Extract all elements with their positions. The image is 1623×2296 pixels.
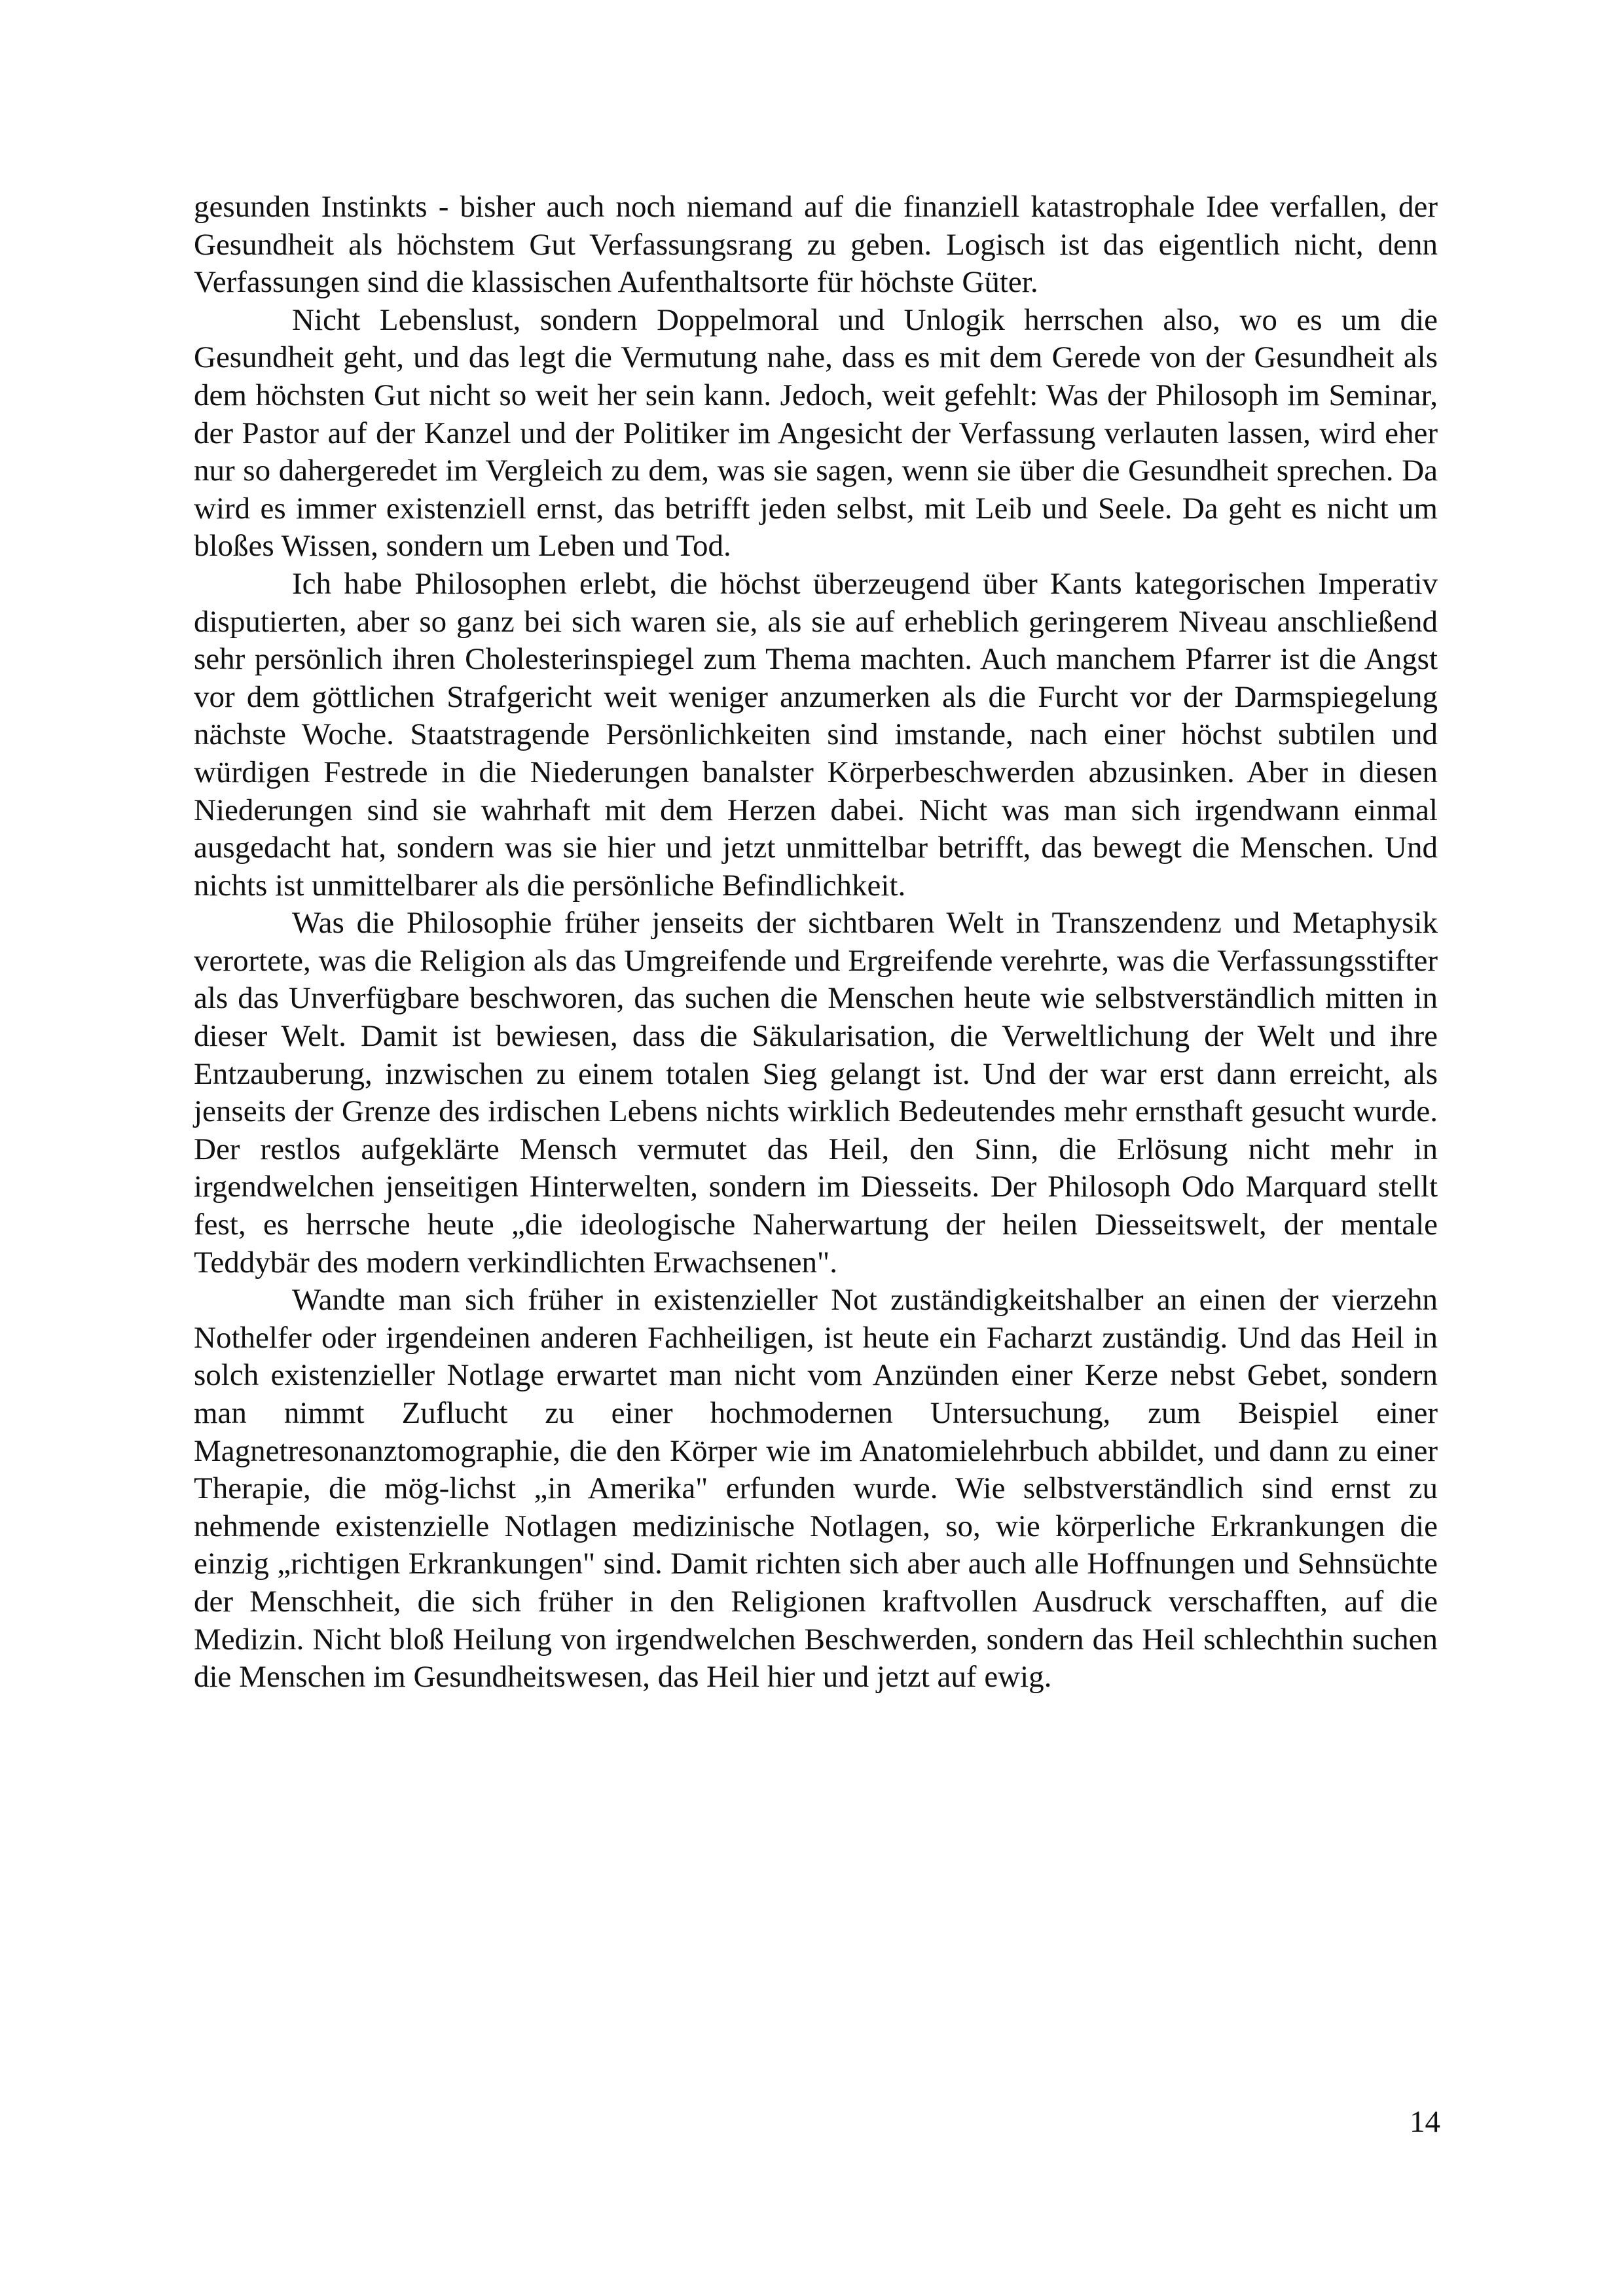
paragraph-2: Nicht Lebenslust, sondern Doppelmoral und Unlogik herrschen also, wo es um die Gesundheit geht, und das legt die Vermutung nahe, dass es mit dem Gerede von der Gesundheit als dem höchsten Gut nicht so weit her sein kann. Jedoch, weit gefehlt: Was der Philosoph im Seminar, der Pastor auf der Kanzel und der Politiker im Angesicht der Verfassung verlauten lassen, wird eher nur so dahergeredet im Vergleich zu dem, was sie sagen, wenn sie über die Gesundheit sprechen. Da wird es immer existenziell ernst, das betrifft jeden selbst, mit Leib und Seele. Da geht es nicht um bloßes Wissen, sondern um Leben und Tod. [194,302,1438,564]
page-number: 14 [1410,2105,1440,2139]
body-text [194,188,1438,1696]
paragraph-5: Wandte man sich früher in existenzieller Not zuständigkeitshalber an einen der vierzehn Nothelfer oder irgendeinen anderen Fachheiligen, ist heute ein Facharzt zuständig. Und das Heil in solch existenzieller Notlage erwartet man nicht vom Anzünden einer Kerze nebst Gebet, sondern man nimmt Zuflucht zu einer hochmodernen Untersuchung, zum Beispiel einer Magnetresonanztomographie, die den Körper wie im Anatomielehrbuch abbildet, und dann zu einer Therapie, die mög-lichst „in Amerika" erfunden wurde. Wie selbstverständlich sind ernst zu nehmende existenzielle Notlagen medizinische Notlagen, so, wie körperliche Erkrankungen die einzig „richtigen Erkrankungen" sind. Damit richten sich aber auch alle Hoffnungen und Sehnsüchte der Menschheit, die sich früher in den Religionen kraftvollen Ausdruck verschafften, auf die Medizin. Nicht bloß Heilung von irgendwelchen Beschwerden, sondern das Heil schlechthin suchen die Menschen im Gesundheitswesen, das Heil hier und jetzt auf ewig. [194,1283,1438,1695]
paragraph-3: Ich habe Philosophen erlebt, die höchst überzeugend über Kants kategorischen Imperativ disputierten, aber so ganz bei sich waren sie, als sie auf erheblich geringerem Niveau anschließend sehr persönlich ihren Cholesterinspiegel zum Thema machten. Auch manchem Pfarrer ist die Angst vor dem göttlichen Strafgericht weit weniger anzumerken als die Furcht vor der Darmspiegelung nächste Woche. Staatstragende Persönlichkeiten sind imstande, nach einer höchst subtilen und würdigen Festrede in die Niederungen banalster Körperbeschwerden abzusinken. Aber in diesen Niederungen sind sie wahrhaft mit dem Herzen dabei. Nicht was man sich irgendwann einmal ausgedacht hat, sondern was sie hier und jetzt unmittelbar betrifft, das bewegt die Menschen. Und nichts ist unmittelbarer als die persönliche Befindlichkeit. [194,566,1438,903]
paragraph-1: gesunden Instinkts - bisher auch noch niemand auf die finanziell katastrophale Idee verfallen, der Gesundheit als höchstem Gut Verfassungsrang zu geben. Logisch ist das eigentlich nicht, denn Verfassungen sind die klassischen Aufenthaltsorte für höchste Güter. [194,190,1438,300]
paragraph-4: Was die Philosophie früher jenseits der sichtbaren Welt in Transzendenz und Metaphysik verortete, was die Religion als das Umgreifende und Ergreifende verehrte, was die Verfassungsstifter als das Unverfügbare beschworen, das suchen die Menschen heute wie selbstverständlich mitten in dieser Welt. Damit ist bewiesen, dass die Säkularisation, die Verweltlichung der Welt und ihre Entzauberung, inzwischen zu einem totalen Sieg gelangt ist. Und der war erst dann erreicht, als jenseits der Grenze des irdischen Lebens nichts wirklich Bedeutendes mehr ernsthaft gesucht wurde. Der restlos aufgeklärte Mensch vermutet das Heil, den Sinn, die Erlösung nicht mehr in irgendwelchen jenseitigen Hinterwelten, sondern im Diesseits. Der Philosoph Odo Marquard stellt fest, es herrsche heute „die ideologische Naherwartung der heilen Diesseitswelt, der mentale Teddybär des modern verkindlichten Erwachsenen". [194,906,1438,1280]
